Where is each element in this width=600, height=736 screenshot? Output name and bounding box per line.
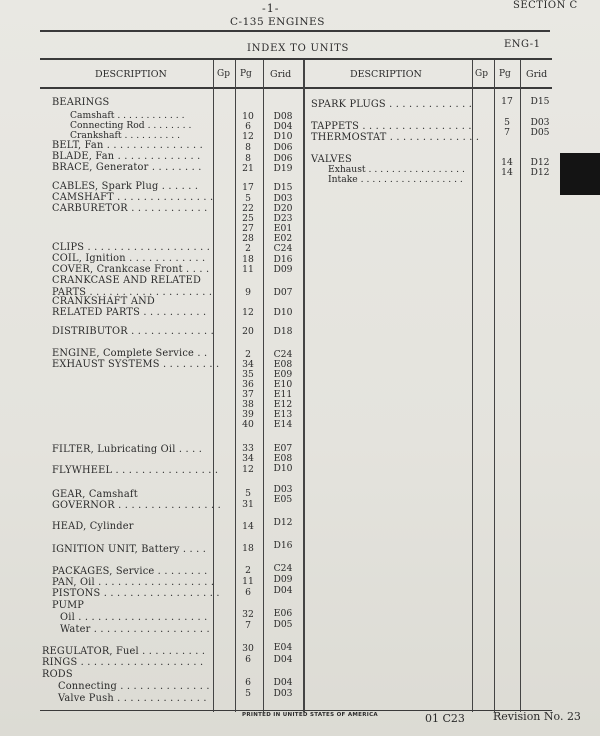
grid-ref: D05 xyxy=(530,127,550,138)
col-divider-grid-left xyxy=(263,60,264,712)
page-ref: 18 xyxy=(242,543,254,554)
grid-ref: E08 xyxy=(273,453,293,464)
col-header-grid-left: Grid xyxy=(270,69,292,80)
page-ref: 32 xyxy=(242,609,254,620)
grid-ref: E08 xyxy=(273,359,293,370)
col-divider-gp-right xyxy=(472,60,473,712)
page-ref: 33 xyxy=(242,443,254,454)
page-ref: 39 xyxy=(242,409,254,420)
document-code: 01 C23 xyxy=(425,712,465,725)
page-ref: 28 xyxy=(242,233,254,244)
page-ref: 20 xyxy=(242,326,254,337)
grid-ref: D18 xyxy=(273,326,293,337)
grid-ref: C24 xyxy=(273,243,293,254)
grid-ref: D23 xyxy=(273,213,293,224)
page-ref: 17 xyxy=(242,182,254,193)
grid-ref: E10 xyxy=(273,379,293,390)
grid-ref: D15 xyxy=(530,96,550,107)
col-divider-pg-right xyxy=(494,60,495,712)
page-ref: 5 xyxy=(504,117,510,128)
page-ref: 10 xyxy=(242,111,254,122)
grid-ref: D04 xyxy=(273,677,293,688)
grid-ref: C24 xyxy=(273,563,293,574)
grid-ref: D16 xyxy=(273,540,293,551)
page-ref: 8 xyxy=(245,153,251,164)
page-ref: 27 xyxy=(242,223,254,234)
page-ref: 38 xyxy=(242,399,254,410)
page-ref: 8 xyxy=(245,142,251,153)
grid-ref: D16 xyxy=(273,254,293,265)
page-ref: 14 xyxy=(501,157,513,168)
index-title: INDEX TO UNITS xyxy=(247,43,350,54)
col-header-gp-left: Gp xyxy=(217,69,230,79)
grid-ref: D12 xyxy=(273,517,293,528)
table-header-rule xyxy=(40,87,552,89)
grid-ref: D19 xyxy=(273,163,293,174)
grid-ref: D12 xyxy=(530,167,550,178)
grid-ref: D05 xyxy=(273,619,293,630)
grid-ref: D03 xyxy=(530,117,550,128)
grid-ref: E09 xyxy=(273,369,293,380)
top-rule xyxy=(40,30,550,32)
page-ref: 14 xyxy=(242,521,254,532)
page-ref: 21 xyxy=(242,163,254,174)
page-ref: 12 xyxy=(242,464,254,475)
grid-ref: E11 xyxy=(273,389,293,400)
eng-code: ENG-1 xyxy=(504,39,541,50)
page-ref: 18 xyxy=(242,254,254,265)
col-header-pg-right: Pg xyxy=(499,69,511,79)
col-header-grid-right: Grid xyxy=(526,69,548,80)
col-divider-center xyxy=(303,60,305,712)
page-ref: 31 xyxy=(242,499,254,510)
page-ref: 30 xyxy=(242,643,254,654)
grid-ref: D07 xyxy=(273,287,293,298)
grid-ref: D12 xyxy=(530,157,550,168)
page-ref: 6 xyxy=(245,677,251,688)
grid-ref: E13 xyxy=(273,409,293,420)
page-ref: 12 xyxy=(242,307,254,318)
page-ref: 22 xyxy=(242,203,254,214)
page-ref: 11 xyxy=(242,576,254,587)
page-ref: 7 xyxy=(245,620,251,631)
page-ref: 37 xyxy=(242,389,254,400)
page-ref: 11 xyxy=(242,264,254,275)
grid-ref: E05 xyxy=(273,494,293,505)
grid-ref: D15 xyxy=(273,182,293,193)
col-divider-pg-left xyxy=(235,60,236,712)
page-ref: 9 xyxy=(245,287,251,298)
page-ref: 6 xyxy=(245,654,251,665)
grid-ref: D09 xyxy=(273,264,293,275)
page-ref: 36 xyxy=(242,379,254,390)
grid-ref: E07 xyxy=(273,443,293,454)
page-ref: 7 xyxy=(504,127,510,138)
page-ref: 17 xyxy=(501,96,513,107)
grid-ref: D20 xyxy=(273,203,293,214)
page-ref: 2 xyxy=(245,349,251,360)
grid-ref: D04 xyxy=(273,654,293,665)
grid-ref: D04 xyxy=(273,585,293,596)
grid-ref: D03 xyxy=(273,484,293,495)
page-ref: 6 xyxy=(245,587,251,598)
grid-ref: D06 xyxy=(273,142,293,153)
grid-ref: D03 xyxy=(273,688,293,699)
page-ref: 6 xyxy=(245,121,251,132)
grid-ref: E06 xyxy=(273,608,293,619)
grid-ref: D04 xyxy=(273,121,293,132)
page-ref: 40 xyxy=(242,419,254,430)
printed-notice: PRINTED IN UNITED STATES OF AMERICA xyxy=(242,712,378,718)
table-top-rule xyxy=(40,58,552,60)
col-header-description-right: DESCRIPTION xyxy=(350,69,422,80)
grid-ref: D10 xyxy=(273,307,293,318)
grid-ref: D09 xyxy=(273,574,293,585)
col-header-gp-right: Gp xyxy=(475,69,488,79)
table-bottom-rule xyxy=(40,710,552,711)
page-ref: 5 xyxy=(245,688,251,699)
grid-ref: E12 xyxy=(273,399,293,410)
grid-ref: E14 xyxy=(273,419,293,430)
col-divider-grid-right xyxy=(520,60,521,712)
page-number: -1- xyxy=(262,2,280,15)
grid-ref: E01 xyxy=(273,223,293,234)
page-ref: 34 xyxy=(242,453,254,464)
page-ref: 35 xyxy=(242,369,254,380)
grid-ref: D10 xyxy=(273,131,293,142)
col-divider-gp-left xyxy=(213,60,214,712)
page-ref: 34 xyxy=(242,359,254,370)
col-header-pg-left: Pg xyxy=(240,69,252,79)
document-title: C-135 ENGINES xyxy=(230,16,325,28)
grid-ref: E04 xyxy=(273,642,293,653)
col-header-description-left: DESCRIPTION xyxy=(95,69,167,80)
section-label: SECTION C xyxy=(513,0,578,11)
grid-ref: D08 xyxy=(273,111,293,122)
grid-ref: D06 xyxy=(273,153,293,164)
revision-number: Revision No. 23 xyxy=(493,710,581,723)
page-ref: 2 xyxy=(245,565,251,576)
page-ref: 5 xyxy=(245,488,251,499)
section-tab-marker xyxy=(560,153,600,195)
page-ref: 25 xyxy=(242,213,254,224)
grid-ref: D03 xyxy=(273,193,293,204)
grid-ref: D10 xyxy=(273,463,293,474)
page-ref: 14 xyxy=(501,167,513,178)
grid-ref: E02 xyxy=(273,233,293,244)
manual-page: -1- SECTION C C-135 ENGINES INDEX TO UNITS ENG-1 DESCRIPTION Gp Pg Grid DESCRIPTION Gp Pg Grid BEARINGS Camshaft . . . . . . . . . . . . 10 D08 Connecting Rod . . . . . . . . 6 D04 Crankshaft . . . . . . . . . . 12 D10 BELT, Fan . . . . . . . . . . . . . . . 8 D06 BLADE, Fan . . . . . . . . . . . . . 8 D06 BRACE, Generator . . . . . . . . 21 D19 CABLES, Spark Plug . . . . . . 17 D15 CAMSHAFT . . . . . . . . . . . . . . . 5 D03 CARBURETOR . . . . . . . . . . . . 22 D20 25 D23 27 E01 28 E02 CLIPS . . . . . . . . . . . . . . . . . . . 2 C24 COIL, Ignition . . . . . . . . . . . . 18 D16 COVER, Crankcase Front . . . . 11 D09 CRANKCASE AND RELATED PARTS . . . . . . . . . . . . . . . . . . . 9 D07 CRANKSHAFT AND RELATED PARTS . . . . . . . . . . 12 D10 DISTRIBUTOR . . . . . . . . . . . . . 20 D18 ENGINE, Complete Service . . 2 C24 EXHAUST SYSTEMS . . . . . . . . . 34 E08 35 E09 36 E10 37 E11 38 E12 39 E13 40 E14 FILTER, Lubricating Oil . . . . 33 E07 34 E08 FLYWHEEL . . . . . . . . . . . . . . . . 12 D10 GEAR, Camshaft 5 D03 GOVERNOR . . . . . . . . . . . . . . . . 31 E05 HEAD, Cylinder 14 D12 IGNITION UNIT, Battery . . . . 18 D16 PACKAGES, Service . . . . . . . . 2 C24 PAN, Oil . . . . . . . . . . . . . . . . . . 11 D09 PISTONS . . . . . . . . . . . . . . . . . . 6 D04 PUMP Oil . . . . . . . . . . . . . . . . . . . . 32 E06 Water . . . . . . . . . . . . . . . . . . 7 D05 REGULATOR, Fuel . . . . . . . . . . 30 E04 RINGS . . . . . . . . . . . . . . . . . . . 6 D04 RODS Connecting . . . . . . . . . . . . . . 6 D04 Valve Push . . . . . . . . . . . . . . 5 D03 SPARK PLUGS . . . . . . . . . . . . . 17 D15 TAPPETS . . . . . . . . . . . . . . . . . 5 D03 THERMOSTAT . . . . . . . . . . . . . . 7 D05 VALVES Exhaust . . . . . . . . . . . . . . . . . 14 D12 Intake . . . . . . . . . . . . . . . . . . 14 D12 PRINTED IN UNITED STATES OF AMERICA 01 C23 Revision No. 23 xyxy=(0,0,600,736)
page-ref: 2 xyxy=(245,243,251,254)
grid-ref: C24 xyxy=(273,349,293,360)
page-ref: 12 xyxy=(242,131,254,142)
page-ref: 5 xyxy=(245,193,251,204)
